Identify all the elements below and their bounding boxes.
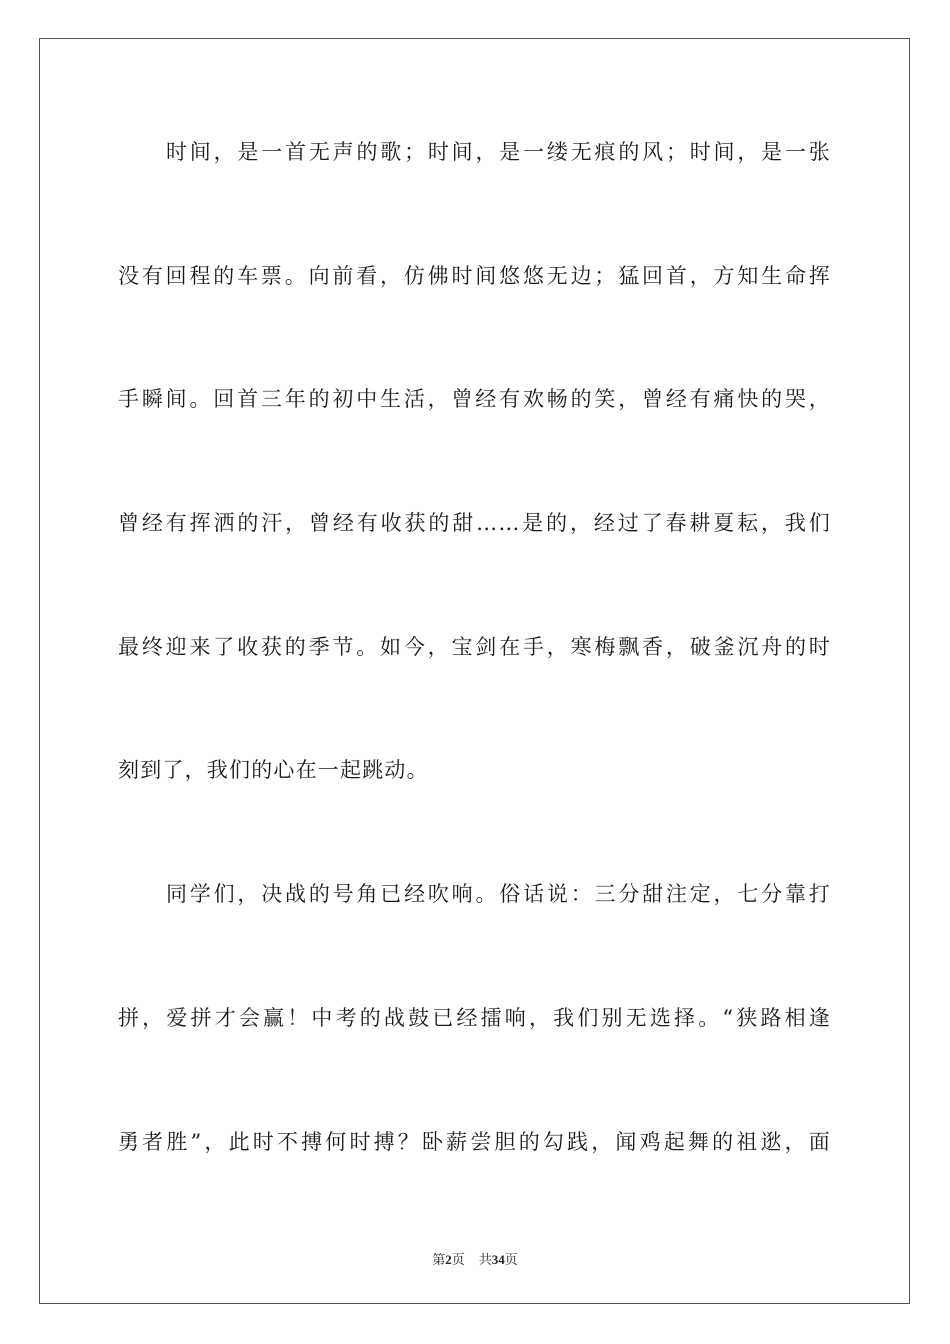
text-line: 没有回程的车票。向前看，仿佛时间悠悠无边；猛回首，方知生命挥	[118, 263, 831, 288]
text-line: 时间，是一首无声的歌；时间，是一缕无痕的风；时间，是一张	[166, 140, 831, 164]
page-footer	[0, 1249, 950, 1268]
page-prefix: 第	[432, 1252, 446, 1267]
text-line: 最终迎来了收获的季节。如今，宝剑在手，寒梅飘香，破釜沉舟的时	[118, 634, 831, 659]
text-line: 手瞬间。回首三年的初中生活，曾经有欢畅的笑，曾经有痛快的哭，	[118, 387, 831, 412]
total-pages: 34	[491, 1252, 505, 1267]
document-body	[118, 126, 831, 1239]
page-suffix: 页	[451, 1252, 465, 1267]
total-suffix: 页	[504, 1252, 518, 1267]
paragraph-2	[118, 868, 831, 1239]
text-line: 刻到了，我们的心在一起跳动。	[118, 758, 429, 783]
paragraph-1	[118, 126, 831, 868]
text-line: 曾经有挥洒的汗，曾经有收获的甜……是的，经过了春耕夏耘，我们	[118, 511, 831, 536]
text-line: 勇者胜”，此时不搏何时搏？卧薪尝胆的勾践，闻鸡起舞的祖逖，面	[118, 1129, 831, 1154]
page-number: 2	[445, 1252, 452, 1267]
text-line: 同学们，决战的号角已经吹响。俗话说：三分甜注定，七分靠打	[166, 882, 831, 907]
text-line: 拼，爱拼才会赢！中考的战鼓已经擂响，我们别无选择。“狭路相逢	[118, 1005, 831, 1030]
total-prefix: 共	[478, 1252, 492, 1267]
